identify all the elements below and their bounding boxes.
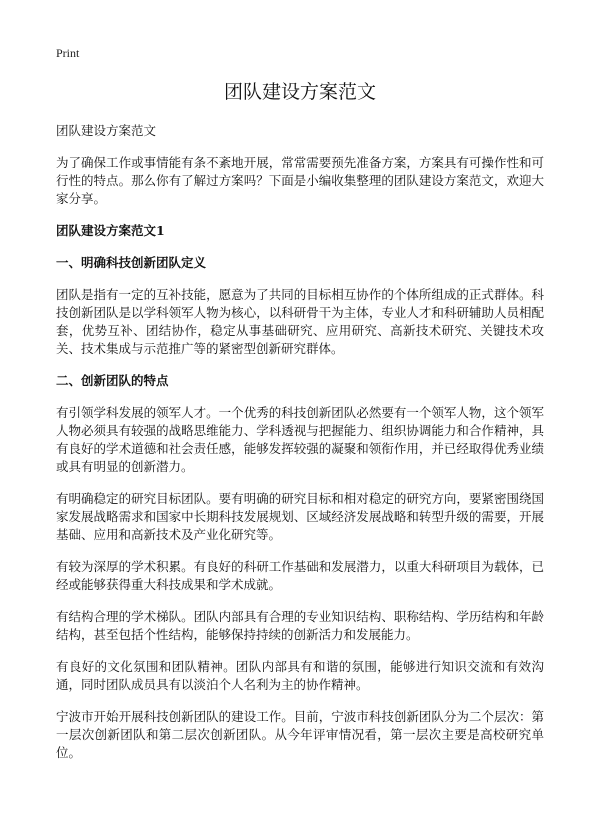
paragraph-ningbo: 宁波市开始开展科技创新团队的建设工作。目前，宁波市科技创新团队分为二个层次：第一层次创新团队和第二层次创新团队。从今年评审情况看，第一层次主要是高校研究单位。 [56, 709, 544, 760]
document-body [56, 122, 544, 776]
paragraph-accumulation: 有较为深厚的学术积累。有良好的科研工作基础和发展潜力，以重大科研项目为载体，已经或能够获得重大科技成果和学术成就。 [56, 559, 544, 592]
paragraph-definition: 团队是指有一定的互补技能，愿意为了共同的目标相互协作的个体所组成的正式群体。科技创新团队是以学科领军人物为核心，以科研骨干为主体，专业人才和科研辅助人员相配套，优势互补、团结协作，稳定从事基础研究、应用研究、高新技术研究、关键技术攻关、技术集成与示范推广等的紧密型创新研究群体。 [56, 287, 544, 356]
print-link[interactable]: Print [56, 46, 80, 60]
intro-paragraph: 为了确保工作或事情能有条不紊地开展，常常需要预先准备方案，方案具有可操作性和可行性的特点。那么你有了解过方案吗？下面是小编收集整理的团队建设方案范文，欢迎大家分享。 [56, 155, 544, 206]
heading-features: 二、创新团队的特点 [56, 373, 169, 388]
paragraph-culture: 有良好的文化氛围和团队精神。团队内部具有和谐的氛围，能够进行知识交流和有效沟通，同时团队成员具有以淡泊个人名利为主的协作精神。 [56, 659, 544, 692]
section-title: 团队建设方案范文1 [56, 223, 165, 238]
heading-definition: 一、明确科技创新团队定义 [56, 255, 207, 270]
paragraph-structure: 有结构合理的学术梯队。团队内部具有合理的专业知识结构、职称结构、学历结构和年龄结构，甚至包括个性结构，能够保持持续的创新活力和发展能力。 [56, 609, 544, 642]
page-title: 团队建设方案范文 [223, 81, 376, 103]
document-subtitle: 团队建设方案范文 [56, 123, 157, 138]
paragraph-leader: 有引领学科发展的领军人才。一个优秀的科技创新团队必然要有一个领军人物，这个领军人物必须具有较强的战略思维能力、学科透视与把握能力、组织协调能力和合作精神，具有良好的学术道德和社会责任感，能够发挥较强的凝聚和领衔作用，并已经取得优秀业绩或具有明显的创新潜力。 [56, 405, 544, 474]
paragraph-goal: 有明确稳定的研究目标团队。要有明确的研究目标和相对稳定的研究方向，要紧密围绕国家发展战略需求和国家中长期科技发展规划、区域经济发展战略和转型升级的需要，开展基础、应用和高新技术及产业化研究等。 [56, 491, 544, 542]
